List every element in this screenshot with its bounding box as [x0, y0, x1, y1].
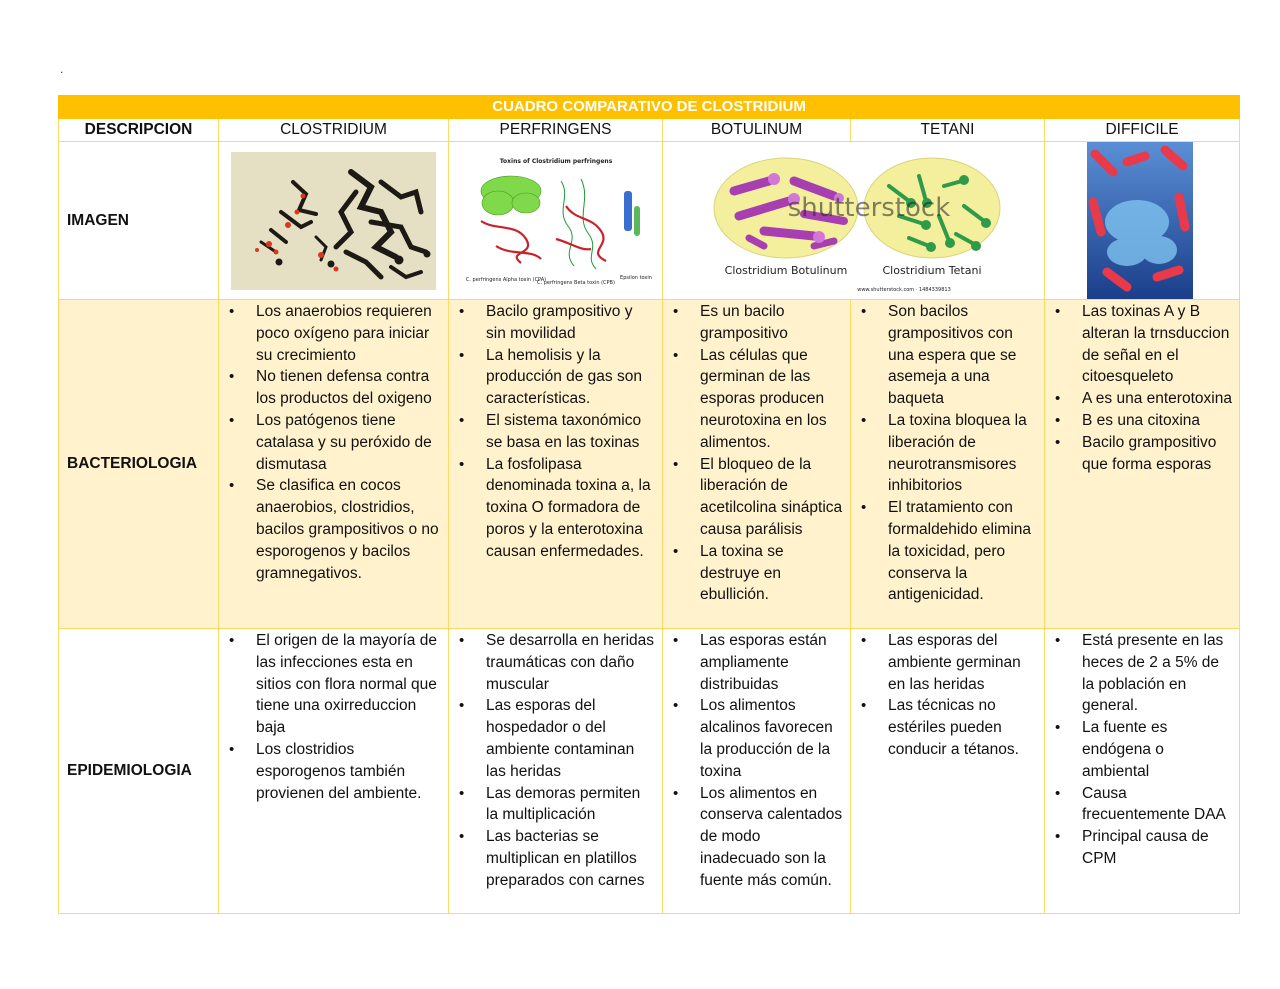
clostridium-image-cell [219, 142, 449, 300]
list-item: • La fuente es endógena o ambiental [1082, 717, 1233, 782]
botulinum-tetani-illustration [694, 146, 1014, 296]
header-row [59, 119, 1240, 142]
list-item: • Son bacilos grampositivos con una espera que se asemeja a una baqueta [888, 301, 1038, 410]
header-clostridium: CLOSTRIDIUM [219, 119, 449, 142]
botulinum-caption: Clostridium Botulinum [724, 263, 847, 277]
epidemiology-row [59, 629, 1240, 914]
list-item: • Las demoras permiten la multiplicación [486, 783, 656, 827]
bacteriology-botulinum-cell [663, 300, 851, 629]
row-label-bacteriologia: BACTERIOLOGIA [59, 300, 219, 629]
bacteriology-difficile-cell [1045, 300, 1240, 629]
list-item: • El sistema taxonómico se basa en las toxinas [486, 410, 656, 454]
list-item: • B es una citoxina [1082, 410, 1233, 432]
header-descripcion: DESCRIPCION [59, 119, 219, 142]
epidemiology-clostridium-cell [219, 629, 449, 914]
epidemiology-perfringens-cell [449, 629, 663, 914]
botulinum-tetani-image-cell [663, 142, 1045, 300]
header-perfringens: PERFRINGENS [449, 119, 663, 142]
list-item: • Es un bacilo grampositivo [700, 301, 844, 345]
list-item: • La hemolisis y la producción de gas son características. [486, 345, 656, 410]
list-item: • Los anaerobios requieren poco oxígeno para iniciar su crecimiento [256, 301, 442, 366]
list-item: • Se clasifica en cocos anaerobios, clostridios, bacilos grampositivos o no esporogenos y bacilos gramnegativos. [256, 475, 442, 584]
list-item: • Principal causa de CPM [1082, 826, 1233, 870]
row-label-epidemiologia: EPIDEMIOLOGIA [59, 629, 219, 914]
bacteriology-tetani-cell [851, 300, 1045, 629]
list-item: • Las células que germinan de las esporas producen neurotoxina en los alimentos. [700, 345, 844, 454]
perfringens-toxins-figure [456, 151, 656, 291]
image-row [59, 142, 1240, 300]
list-item: • El tratamiento con formaldehido elimina la toxicidad, pero conserva la antigenicidad. [888, 497, 1038, 606]
bacteriology-clostridium-cell [219, 300, 449, 629]
list-item: • Los patógenos tiene catalasa y su peróxido de dismutasa [256, 410, 442, 475]
row-label-imagen: IMAGEN [59, 142, 219, 300]
list-item: • Bacilo grampositivo que forma esporas [1082, 432, 1233, 476]
list-item: • Los alimentos alcalinos favorecen la producción de la toxina [700, 695, 844, 782]
list-item: • El origen de la mayoría de las infecciones esta en sitios con flora normal que tiene una oxirreduccion baja [256, 630, 442, 739]
perfringens-image-cell [449, 142, 663, 300]
list-item: • Los clostridios esporogenos también provienen del ambiente. [256, 739, 442, 804]
epidemiology-tetani-cell [851, 629, 1045, 914]
difficile-intestine-illustration [1087, 142, 1193, 299]
comparison-table [58, 95, 1240, 914]
list-item: • Causa frecuentemente DAA [1082, 783, 1233, 827]
stock-credit: www.shutterstock.com · 1484339813 [856, 286, 951, 293]
list-item: • A es una enterotoxina [1082, 388, 1233, 410]
header-botulinum: BOTULINUM [663, 119, 851, 142]
list-item: • La fosfolipasa denominada toxina a, la toxina O formadora de poros y la enterotoxina causan enfermedades. [486, 454, 656, 563]
header-difficile: DIFFICILE [1045, 119, 1240, 142]
list-item: • Está presente en las heces de 2 a 5% de la población en general. [1082, 630, 1233, 717]
list-item: • Se desarrolla en heridas traumáticas con daño muscular [486, 630, 656, 695]
list-item: • El bloqueo de la liberación de acetilcolina sináptica causa parálisis [700, 454, 844, 541]
header-tetani: TETANI [851, 119, 1045, 142]
list-item: • La toxina bloquea la liberación de neurotransmisores inhibitorios [888, 410, 1038, 497]
epidemiology-difficile-cell [1045, 629, 1240, 914]
list-item: • Las esporas del hospedador o del ambiente contaminan las heridas [486, 695, 656, 782]
perfringens-caption-beta: C. perfringens Beta toxin (CPB) [536, 279, 615, 286]
epidemiology-botulinum-cell [663, 629, 851, 914]
perfringens-figure-title: Toxins of Clostridium perfringens [499, 157, 612, 165]
stock-watermark: shutterstock [787, 192, 950, 223]
bacteriology-row [59, 300, 1240, 629]
perfringens-caption-alpha: C. perfringens Alpha toxin (CPA) [465, 276, 546, 283]
clostridium-micrograph-image [231, 152, 436, 290]
list-item: • Los alimentos en conserva calentados de modo inadecuado son la fuente más común. [700, 783, 844, 892]
list-item: • Las toxinas A y B alteran la trnsduccion de señal en el citoesqueleto [1082, 301, 1233, 388]
perfringens-caption-epsilon: Epsilon toxin [619, 274, 652, 281]
table-title: CUADRO COMPARATIVO DE CLOSTRIDIUM [59, 96, 1240, 119]
list-item: • La toxina se destruye en ebullición. [700, 541, 844, 606]
list-item: • Bacilo grampositivo y sin movilidad [486, 301, 656, 345]
tetani-caption: Clostridium Tetani [881, 263, 982, 277]
table-title-row [59, 96, 1240, 119]
page-mark: . [60, 62, 64, 76]
list-item: • Las técnicas no estériles pueden conducir a tétanos. [888, 695, 1038, 760]
difficile-image-cell [1045, 142, 1240, 300]
list-item: • Las esporas están ampliamente distribuidas [700, 630, 844, 695]
list-item: • Las esporas del ambiente germinan en las heridas [888, 630, 1038, 695]
bacteriology-perfringens-cell [449, 300, 663, 629]
list-item: • No tienen defensa contra los productos del oxigeno [256, 366, 442, 410]
list-item: • Las bacterias se multiplican en platillos preparados con carnes [486, 826, 656, 891]
